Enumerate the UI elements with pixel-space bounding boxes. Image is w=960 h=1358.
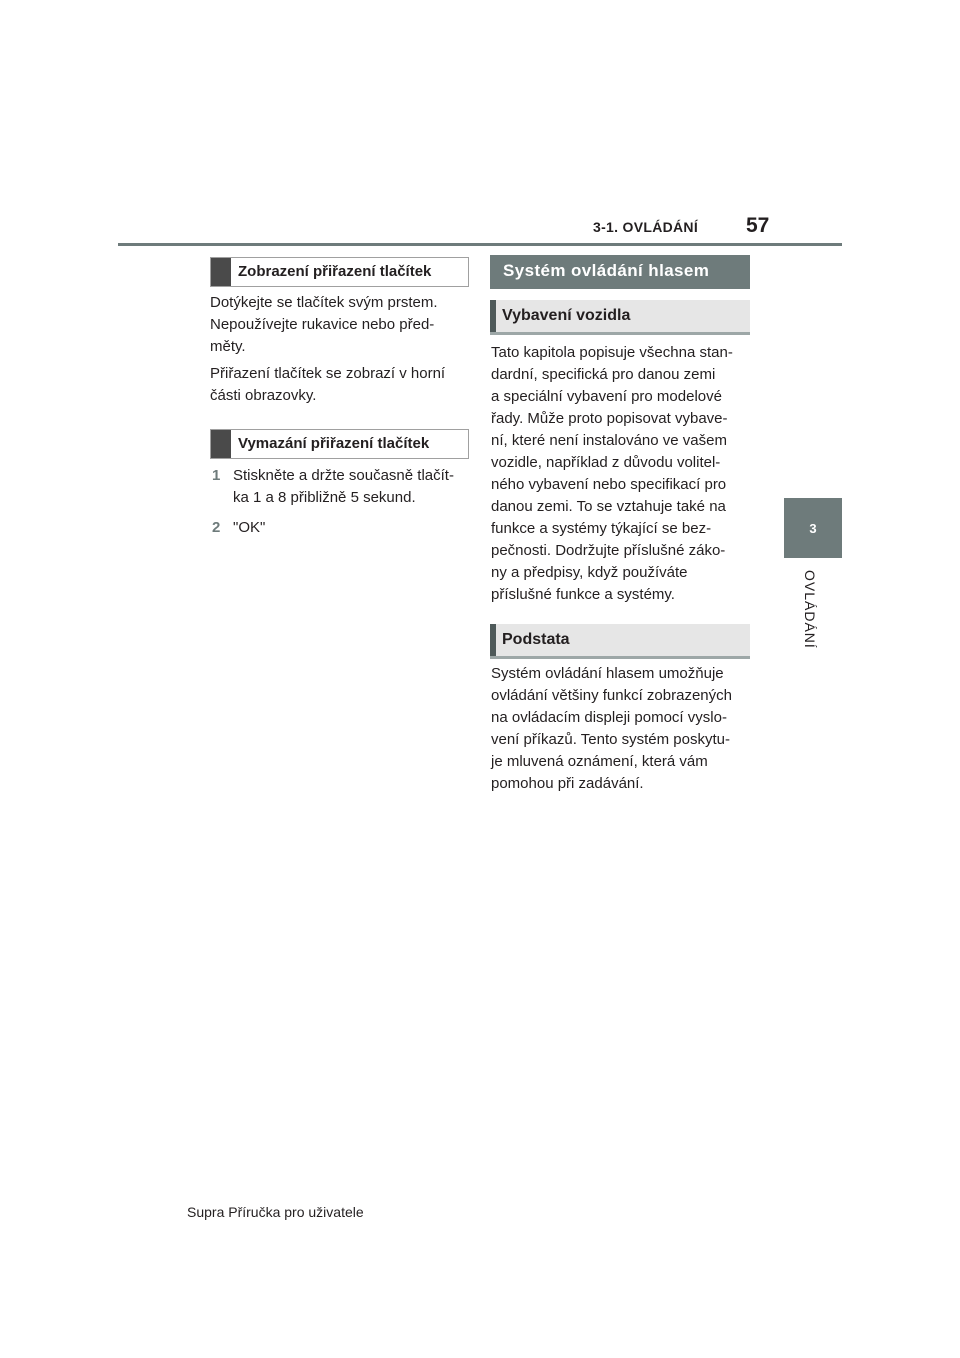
text-line: vení příkazů. Tento systém poskytu- (491, 731, 730, 748)
paragraph-touch-buttons (210, 292, 470, 358)
heading-text: Zobrazení přiřazení tlačítek (238, 263, 432, 280)
text-line: Systém ovládání hlasem umožňuje (491, 665, 724, 682)
heading-marker (211, 258, 231, 286)
heading-marker (211, 430, 231, 458)
subsection-vehicle-equipment (490, 300, 750, 335)
subsection-text: Podstata (502, 631, 570, 648)
heading-button-assignment-delete (210, 429, 469, 459)
footer-manual-title: Supra Příručka pro uživatele (187, 1204, 364, 1220)
section-title-text: Systém ovládání hlasem (503, 261, 710, 280)
chapter-tab (784, 498, 842, 558)
text-line: ny a předpisy, když používáte (491, 564, 688, 581)
text-line: ného vybavení nebo specifikací pro (491, 476, 727, 493)
text-line: Tato kapitola popisuje všechna stan- (491, 344, 733, 361)
text-line: řady. Může proto popisovat vybave- (491, 410, 728, 427)
text-line: Nepoužívejte rukavice nebo před- (210, 316, 435, 333)
text-line: na ovládacím displeji pomocí vyslo- (491, 709, 727, 726)
text-line: Stiskněte a držte současně tlačít- (233, 467, 454, 484)
subsection-text: Vybavení vozidla (502, 307, 631, 324)
step-2 (210, 517, 470, 539)
text-line: Dotýkejte se tlačítek svým prstem. (210, 294, 438, 311)
paragraph-vehicle-equipment (491, 342, 753, 606)
subsection-marker (490, 624, 496, 656)
text-line: a speciální vybavení pro modelové (491, 388, 722, 405)
text-line: danou zemi. To se vztahuje také na (491, 498, 726, 515)
text-line: funkce a systémy týkající se bez- (491, 520, 712, 537)
chapter-label-text: OVLÁDÁNÍ (802, 570, 818, 649)
text-line: Přiřazení tlačítek se zobrazí v horní (210, 365, 446, 382)
text-line: ovládání většiny funkcí zobrazených (491, 687, 732, 704)
page-number: 57 (746, 214, 770, 237)
step-number: 1 (212, 467, 221, 484)
running-header-section: 3-1. OVLÁDÁNÍ (593, 219, 699, 235)
text-line: měty. (210, 338, 246, 355)
text-line: dardní, specifická pro danou zemi (491, 366, 716, 383)
heading-text: Vymazání přiřazení tlačítek (238, 435, 430, 452)
text-line: pomohou při zadávání. (491, 775, 644, 792)
text-line: je mluvená oznámení, která vám (491, 753, 708, 770)
chapter-label (778, 570, 848, 650)
section-title-voice-control (490, 255, 750, 289)
chapter-number: 3 (809, 520, 817, 536)
text-line: vozidle, například z důvodu volitel- (491, 454, 721, 471)
step-1 (210, 465, 470, 509)
heading-button-assignment-display (210, 257, 469, 287)
text-line: ka 1 a 8 přibližně 5 sekund. (233, 489, 416, 506)
text-line: příslušné funkce a systémy. (491, 586, 675, 603)
paragraph-principle (491, 663, 753, 795)
paragraph-assignment-shown (210, 363, 470, 407)
text-line: části obrazovky. (210, 387, 317, 404)
text-line: pečnosti. Dodržujte příslušné záko- (491, 542, 726, 559)
header-rule (118, 243, 842, 246)
text-line: ní, které není instalováno ve vašem (491, 432, 727, 449)
step-number: 2 (212, 519, 221, 536)
subsection-marker (490, 300, 496, 332)
text-line: "OK" (233, 519, 266, 536)
subsection-principle (490, 624, 750, 659)
